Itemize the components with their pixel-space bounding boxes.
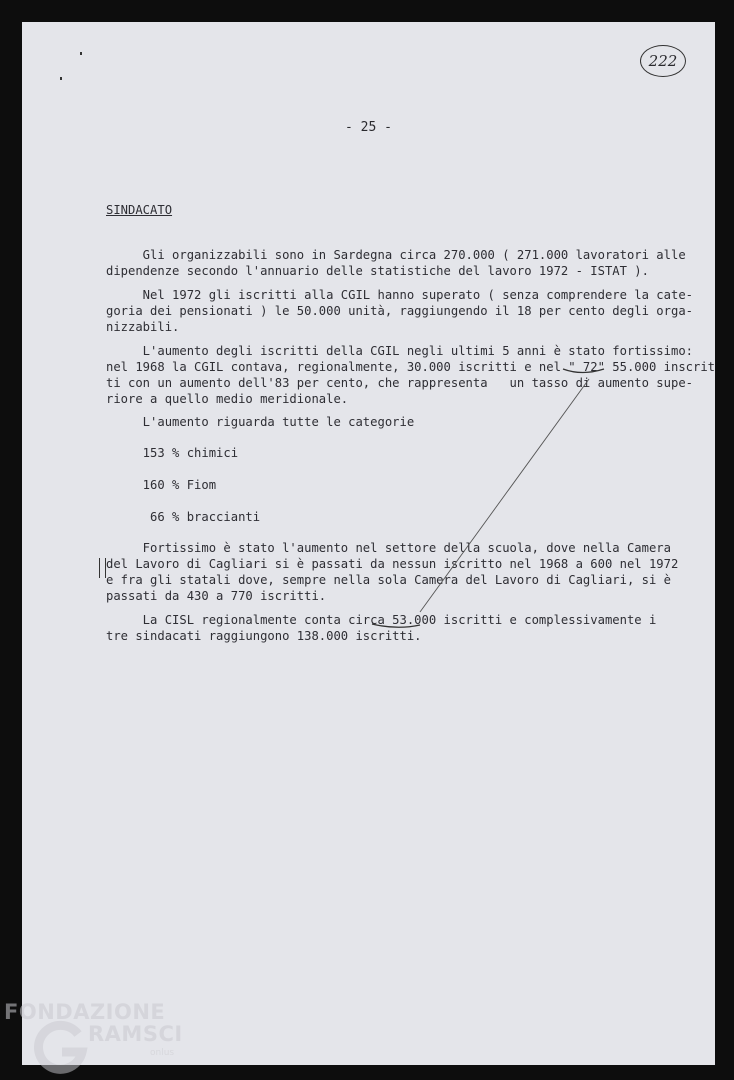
text-line: L'aumento riguarda tutte le categorie xyxy=(106,415,415,429)
stray-mark xyxy=(80,52,82,55)
watermark-subtext: onlus xyxy=(150,1048,175,1058)
category-item: 160 % Fiom xyxy=(106,478,217,492)
text-line: del Lavoro di Cagliari si è passati da nessun iscritto nel 1968 a 600 nel 1972 xyxy=(106,557,679,571)
text-line: goria dei pensionati ) le 50.000 unità, raggiungendo il 18 per cento degli orga- xyxy=(106,304,693,318)
text-line: Gli organizzabili sono in Sardegna circa 270.000 ( 271.000 lavoratori alle xyxy=(106,248,686,262)
category-item: 66 % braccianti xyxy=(106,510,261,524)
text-line: Nel 1972 gli iscritti alla CGIL hanno superato ( senza comprendere la cate- xyxy=(106,288,693,302)
text-line: nel 1968 la CGIL contava, regionalmente, 30.000 iscritti e nel " 72" 55.000 inscrit xyxy=(106,360,716,374)
page-number: - 25 - xyxy=(345,120,392,135)
text-line: ti con un aumento dell'83 per cento, che rappresenta un tasso di aumento supe- xyxy=(106,376,693,390)
handwritten-page-annotation: 222 xyxy=(640,45,686,77)
category-item: 153 % chimici xyxy=(106,446,239,460)
fondazione-gramsci-watermark xyxy=(2,1000,202,1080)
stray-mark xyxy=(60,77,62,80)
text-line: tre sindacati raggiungono 138.000 iscritti. xyxy=(106,629,422,643)
watermark-text: FONDAZIONE xyxy=(4,1000,166,1024)
text-line: L'aumento degli iscritti della CGIL negli ultimi 5 anni è stato fortissimo: xyxy=(106,344,693,358)
text-line: passati da 430 a 770 iscritti. xyxy=(106,589,327,603)
text-line: e fra gli statali dove, sempre nella sola Camera del Lavoro di Cagliari, si è xyxy=(106,573,671,587)
margin-mark xyxy=(99,558,106,578)
watermark-text: RAMSCI xyxy=(88,1022,183,1046)
text-line: nizzabili. xyxy=(106,320,180,334)
watermark-g-logo xyxy=(32,1020,88,1076)
text-line: dipendenze secondo l'annuario delle statistiche del lavoro 1972 - ISTAT ). xyxy=(106,264,649,278)
text-line: La CISL regionalmente conta circa 53.000 iscritti e complessivamente i xyxy=(106,613,657,627)
section-heading: SINDACATO xyxy=(106,203,173,217)
text-line: riore a quello medio meridionale. xyxy=(106,392,349,406)
document-page xyxy=(22,22,715,1065)
text-line: Fortissimo è stato l'aumento nel settore della scuola, dove nella Camera xyxy=(106,541,671,555)
